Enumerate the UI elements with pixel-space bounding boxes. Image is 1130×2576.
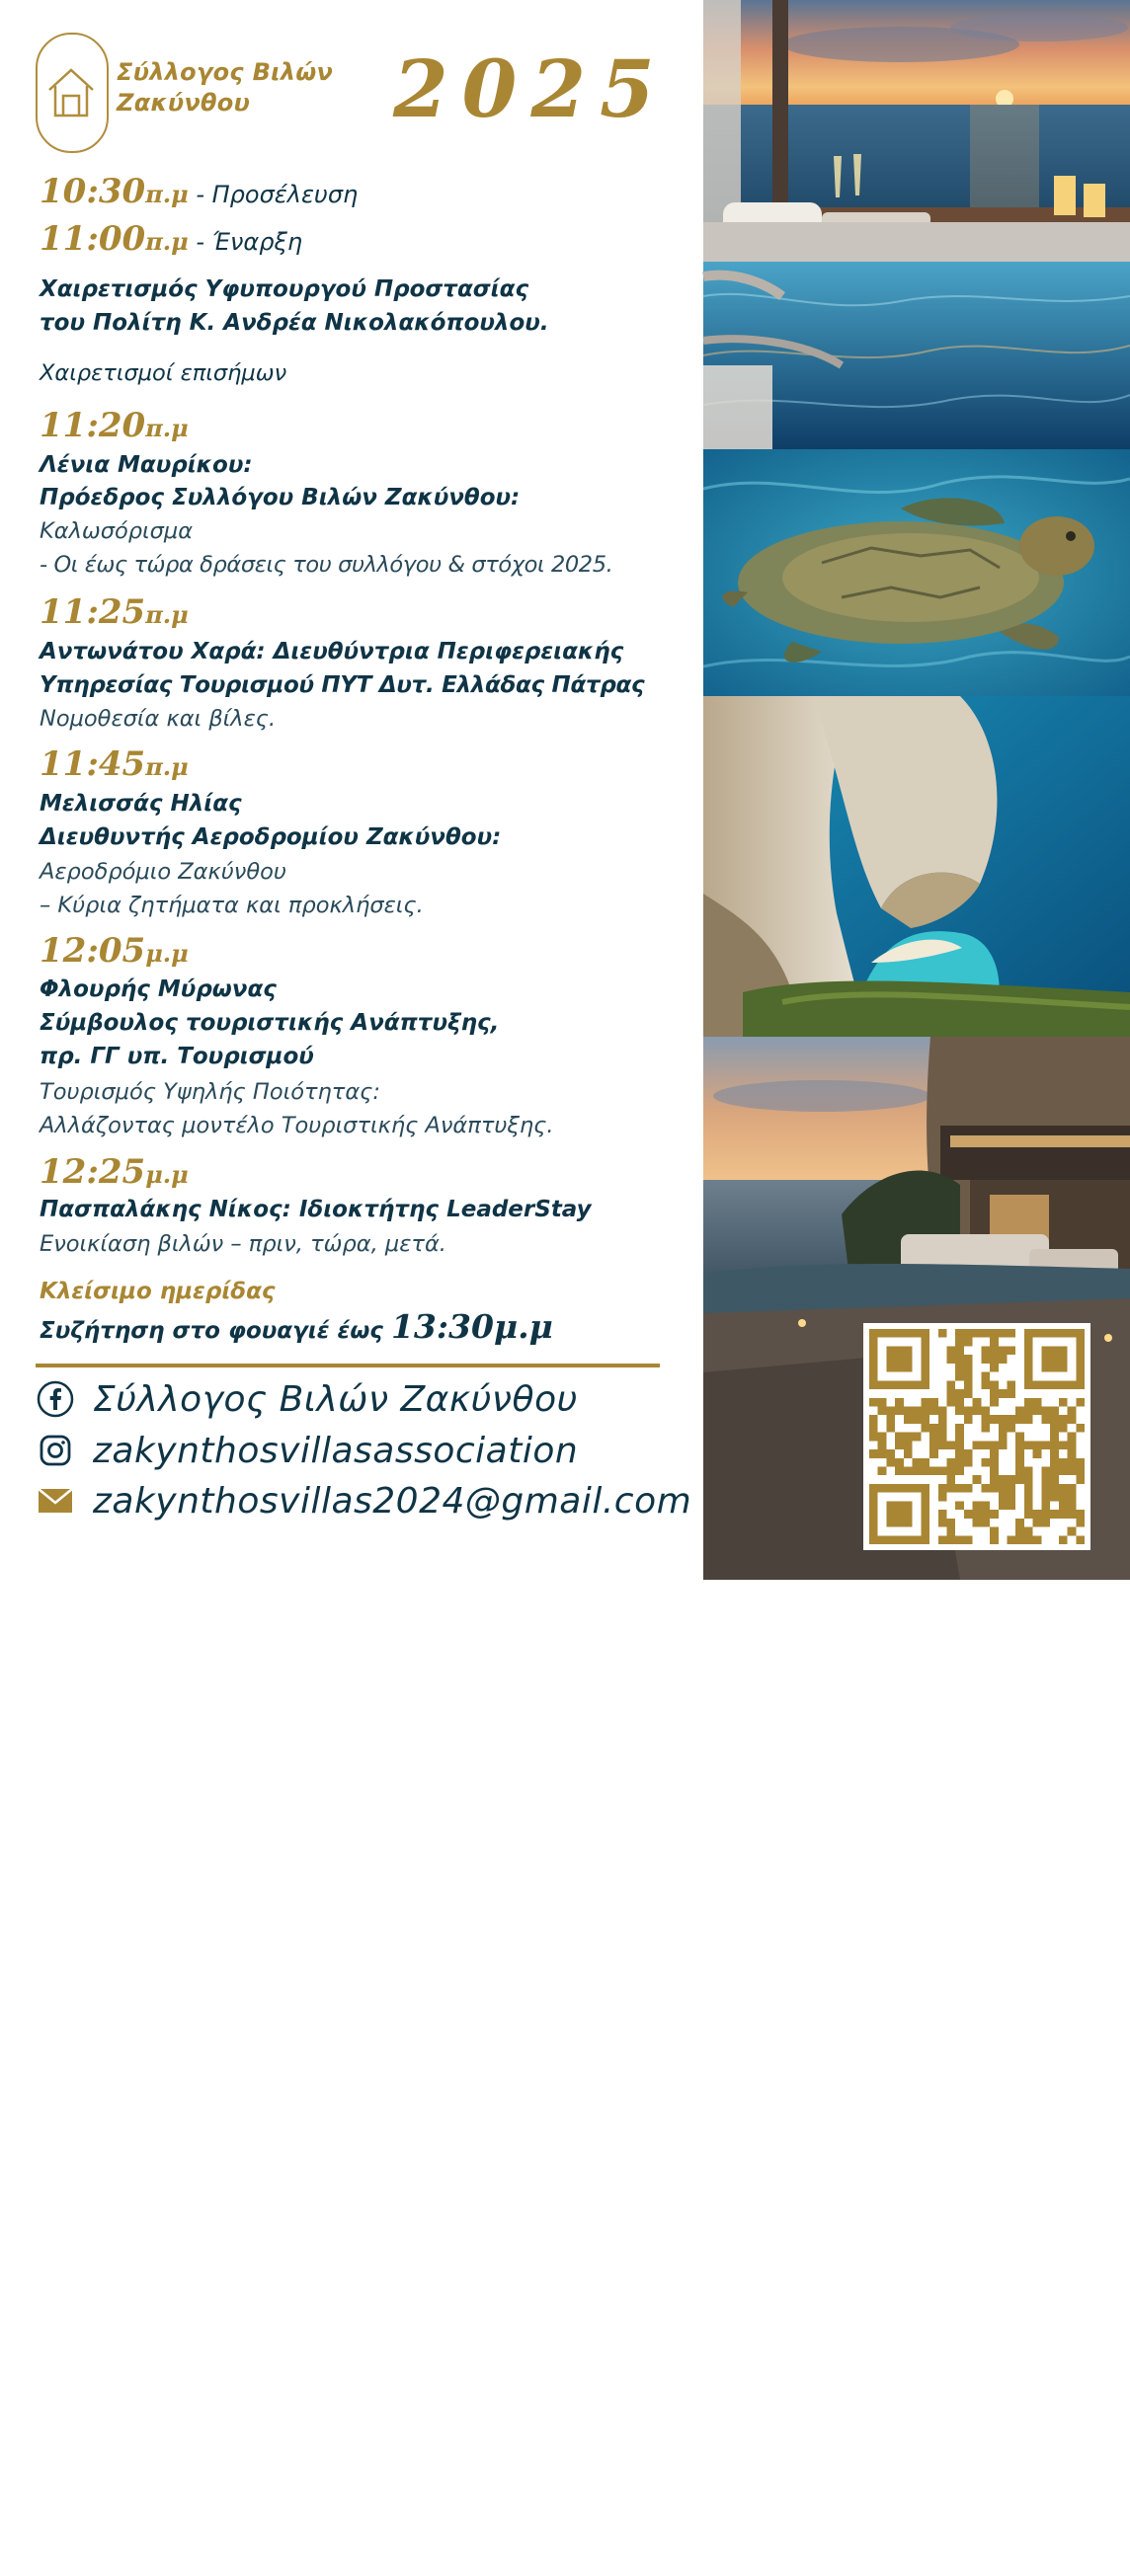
mail-icon (36, 1481, 75, 1521)
session-4-role: Σύμβουλος τουριστικής Ανάπτυξης, (40, 1010, 500, 1036)
session-5-suffix: μ.μ (145, 1160, 189, 1189)
session-5-speaker: Πασπαλάκης Νίκος: Ιδιοκτήτης LeaderStay (40, 1197, 592, 1222)
arrival-label: - Προσέλευση (188, 181, 359, 208)
navagio-cliffs-photo (703, 696, 1130, 1037)
closing-text: Συζήτηση στο φουαγιέ έως (40, 1318, 391, 1344)
arrival-time: 10:30 (40, 172, 146, 211)
arrival-time-row (40, 172, 358, 214)
logo-line-1: Σύλλογος Βιλών (117, 58, 334, 86)
instagram-handle: zakynthosvillasassociation (93, 1430, 579, 1471)
agenda-panel (0, 0, 716, 1580)
logo-line-2: Ζακύνθου (117, 89, 251, 117)
session-3-topic-1: Αεροδρόμιο Ζακύνθου (40, 859, 286, 885)
session-3-time (40, 744, 189, 787)
start-time: 11:00 (40, 219, 146, 259)
session-4-suffix: μ.μ (145, 939, 189, 968)
zva-gr-site-label (785, 2375, 835, 2572)
session-3-topic-2: – Κύρια ζητήματα και προκλήσεις. (40, 893, 424, 918)
session-1-clock: 11:20 (40, 406, 146, 445)
session-1-time (40, 406, 189, 448)
session-1-speaker: Λένια Μαυρίκου: (40, 452, 253, 478)
session-4-time (40, 931, 189, 974)
house-icon (46, 64, 96, 119)
session-4-speaker: Φλουρής Μύρωνας (40, 976, 277, 1002)
instagram-icon (36, 1431, 75, 1470)
closing-time: 13:30μ.μ (390, 1307, 553, 1346)
session-5-time (40, 1152, 189, 1195)
session-1-topic-2: - Οι έως τώρα δράσεις του συλλόγου & στόχοι 2025. (40, 552, 613, 578)
site-text: ZVA.GR (785, 2401, 830, 2545)
session-2-speaker: Αντωνάτου Χαρά: Διευθύντρια Περιφερειακής (40, 639, 624, 664)
session-3-speaker: Μελισσάς Ηλίας (40, 791, 242, 817)
session-2-suffix: π.μ (145, 600, 189, 629)
session-4-topic-2: Αλλάζοντας μοντέλο Τουριστικής Ανάπτυξης. (40, 1113, 554, 1138)
logo-text (117, 57, 333, 118)
greeting-line-2: του Πολίτη Κ. Ανδρέα Νικολακόπουλου. (40, 310, 549, 336)
start-label: - Έναρξη (188, 228, 303, 256)
facebook-icon (36, 1379, 75, 1419)
closing-title: Κλείσιμο ημερίδας (40, 1279, 276, 1304)
session-1-role: Πρόεδρος Συλλόγου Βιλών Ζακύνθου: (40, 485, 521, 510)
closing-line (40, 1307, 553, 1348)
session-4-role-2: πρ. ΓΓ υπ. Τουρισμού (40, 1044, 314, 1069)
event-year: 2025 (393, 42, 669, 135)
sea-turtle-photo (703, 449, 1130, 696)
association-logo (36, 33, 109, 153)
session-3-suffix: π.μ (145, 752, 189, 781)
start-suffix: π.μ (145, 227, 189, 256)
jacuzzi-sunset-photo (703, 0, 1130, 449)
session-5-clock: 12:25 (40, 1152, 146, 1192)
facebook-contact[interactable] (36, 1379, 578, 1419)
session-5-topic-1: Ενοικίαση βιλών – πριν, τώρα, μετά. (40, 1231, 446, 1257)
photo-column (703, 0, 1130, 2545)
arrival-suffix: π.μ (145, 180, 189, 208)
email-address: zakynthosvillas2024@gmail.com (93, 1480, 692, 1522)
session-1-topic-1: Καλωσόρισμα (40, 518, 194, 544)
facebook-name: Σύλλογος Βιλών Ζακύνθου (93, 1378, 578, 1420)
instagram-contact[interactable] (36, 1431, 578, 1470)
session-4-clock: 12:05 (40, 931, 146, 971)
divider-rule (36, 1364, 660, 1367)
session-2-clock: 11:25 (40, 592, 146, 632)
session-2-role: Υπηρεσίας Τουρισμού ΠΥΤ Δυτ. Ελλάδας Πάτρας (40, 672, 645, 698)
greeting-line-1: Χαιρετισμός Υφυπουργού Προστασίας (40, 276, 529, 302)
officials-greetings: Χαιρετισμοί επισήμων (40, 360, 287, 386)
email-contact[interactable] (36, 1481, 691, 1521)
session-4-topic-1: Τουρισμός Υψηλής Ποιότητας: (40, 1079, 380, 1105)
session-1-suffix: π.μ (145, 414, 189, 442)
session-3-clock: 11:45 (40, 744, 146, 784)
start-time-row (40, 219, 302, 262)
session-2-topic-1: Νομοθεσία και βίλες. (40, 706, 277, 732)
qr-code[interactable] (863, 1323, 1090, 1550)
session-3-role: Διευθυντής Αεροδρομίου Ζακύνθου: (40, 824, 502, 850)
session-2-time (40, 592, 189, 635)
